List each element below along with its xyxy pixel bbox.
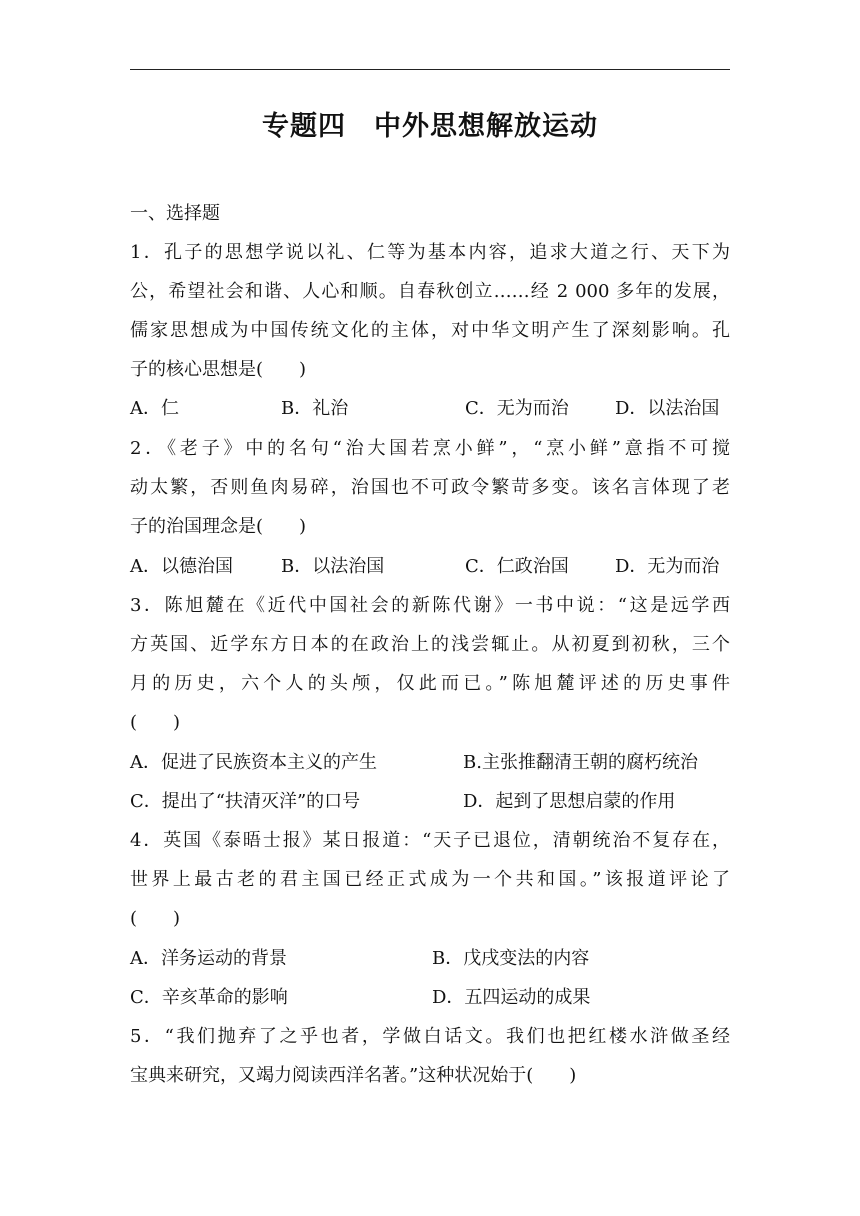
question-4-line-1: 4．英国《泰晤士报》某日报道：“天子已退位，清朝统治不复存在， xyxy=(130,830,730,851)
question-3-line-3: 月的历史，六个人的头颅，仅此而已。”陈旭麓评述的历史事件 xyxy=(130,673,730,694)
question-2-option-c: C．仁政治国 xyxy=(465,556,569,577)
question-2-option-a: A．以德治国 xyxy=(130,556,233,577)
question-3-option-c: C．提出了“扶清灭洋”的口号 xyxy=(130,791,361,812)
question-2-option-d: D．无为而治 xyxy=(615,556,720,577)
question-1-line-3: 儒家思想成为中国传统文化的主体，对中华文明产生了深刻影响。孔 xyxy=(130,320,730,341)
section-heading: 一、选择题 xyxy=(130,203,220,224)
question-4-option-c: C．辛亥革命的影响 xyxy=(130,987,288,1008)
question-3-option-d: D．起到了思想启蒙的作用 xyxy=(463,791,676,812)
question-4-line-3: ( ) xyxy=(130,908,181,929)
question-4-line-2: 世界上最古老的君主国已经正式成为一个共和国。”该报道评论了 xyxy=(130,869,730,890)
question-2-option-b: B．以法治国 xyxy=(281,556,385,577)
question-2-line-1: 2．《老子》中的名句“治大国若烹小鲜”，“烹小鲜”意指不可搅 xyxy=(130,438,730,459)
question-1-option-c: C．无为而治 xyxy=(465,398,569,419)
header-rule xyxy=(130,69,730,70)
question-1-option-a: A．仁 xyxy=(130,398,179,419)
question-4-option-d: D．五四运动的成果 xyxy=(432,987,591,1008)
question-5-line-2: 宝典来研究，又竭力阅读西洋名著。”这种状况始于( ) xyxy=(130,1065,577,1086)
question-3-line-1: 3．陈旭麓在《近代中国社会的新陈代谢》一书中说：“这是远学西 xyxy=(130,595,730,616)
question-2-line-3: 子的治国理念是( ) xyxy=(130,516,307,537)
question-4-option-b: B．戊戌变法的内容 xyxy=(432,948,590,969)
question-1-line-2: 公，希望社会和谐、人心和顺。自春秋创立……经 2 000 多年的发展， xyxy=(130,281,730,302)
question-1-option-d: D．以法治国 xyxy=(615,398,720,419)
question-2-line-2: 动太繁，否则鱼肉易碎，治国也不可政令繁苛多变。该名言体现了老 xyxy=(130,477,730,498)
question-3-option-a: A．促进了民族资本主义的产生 xyxy=(130,752,377,773)
question-1-line-1: 1．孔子的思想学说以礼、仁等为基本内容，追求大道之行、天下为 xyxy=(130,242,730,263)
question-3-option-b: B.主张推翻清王朝的腐朽统治 xyxy=(463,752,698,773)
question-4-option-a: A．洋务运动的背景 xyxy=(130,948,287,969)
question-1-line-4: 子的核心思想是( ) xyxy=(130,359,307,380)
question-1-option-b: B．礼治 xyxy=(281,398,349,419)
question-3-line-2: 方英国、近学东方日本的在政治上的浅尝辄止。从初夏到初秋，三个 xyxy=(130,634,730,655)
question-3-line-4: ( ) xyxy=(130,712,181,733)
question-5-line-1: 5．“我们抛弃了之乎也者，学做白话文。我们也把红楼水浒做圣经 xyxy=(130,1026,730,1047)
page-title: 专题四 中外思想解放运动 xyxy=(262,111,598,142)
